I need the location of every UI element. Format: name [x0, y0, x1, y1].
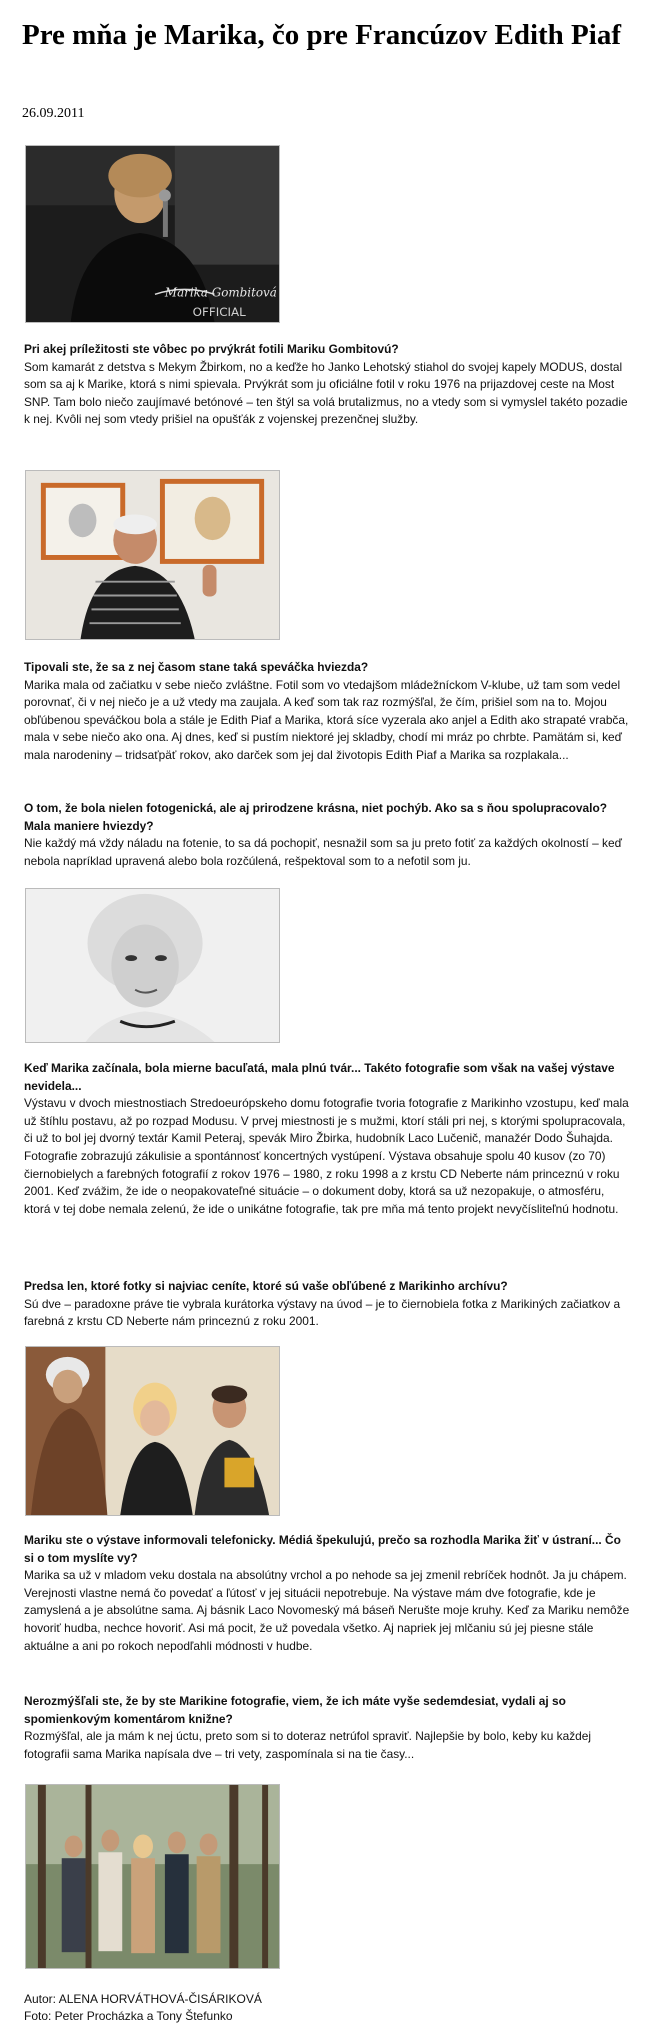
photo-band-forest	[25, 1784, 280, 1969]
article-credits	[24, 1991, 624, 2025]
answer-7: Rozmýšľal, ale ja mám k nej úctu, preto som si to doteraz netrúfol spraviť. Najlepšie by bolo, keby ku každej fotografii sama Marika napísala dve – tri vety, zaspomínala si na tie časy...	[24, 1729, 592, 1761]
answer-3: Nie každý má vždy náladu na fotenie, to sa dá pochopiť, nesnažil som sa ju preto fotiť za každých okolností – keď nebola napríklad upravená alebo bola rozčúlená, rešpektoval som to a nefotil som ju.	[24, 836, 622, 868]
article-title: Pre mňa je Marika, čo pre Francúzov Edith Piaf	[22, 19, 621, 51]
question-1: Pri akej príležitosti ste vôbec po prvýkrát fotili Mariku Gombitovú?	[24, 342, 399, 356]
question-6: Mariku ste o výstave informovali telefonicky. Médiá špekulujú, prečo sa rozhodla Marika žiť v ústraní... Čo si o tom myslíte vy?	[24, 1533, 621, 1565]
singer-microphone-image	[26, 146, 279, 322]
photo-photographer-exhibition	[25, 470, 280, 640]
photo-cd-launch	[25, 1346, 280, 1516]
qa-5	[24, 1278, 632, 1331]
answer-4: Výstavu v dvoch miestnostiach Stredoeurópskeho domu fotografie tvoria fotografie z Marikinho vzostupu, keď mala už štíhlu postavu, až po rozpad Modusu. V prvej miestnosti je s mužmi, ktorí stáli pri nej, s ktorými spolupracovala, či už to bol jej dvorný textár Kamil Peteraj, spevák Miro Žbirka, hudobník Laco Lučenič, manažér Dodo Šuhajda. Fotografie zobrazujú zákulisie a spontánnosť koncertných vystúpení. Výstava obsahuje spolu 40 kusov (zo 70) čiernobielych a farebných fotografií z rokov 1976 – 1980, z roku 1998 a z krstu CD Neberte nám princeznú v roku 2001. Keď zvážim, že ide o neopakovateľné situácie – o dokument doby, ktorá sa už nezopakuje, o atmosféru, ktorá v tej dobe nemala zelenú, že ide o unikátne fotografie, tak pre mňa má tento projekt nevyčísliteľnú hodnotu.	[24, 1096, 629, 1216]
qa-7	[24, 1693, 632, 1763]
question-7: Nerozmýšľali ste, že by ste Marikine fotografie, viem, že ich máte vyše sedemdesiat, vydali aj so spomienkovým komentárom knižne?	[24, 1694, 566, 1726]
answer-2: Marika mala od začiatku v sebe niečo zvláštne. Fotil som vo vtedajšom mládežníckom V-klube, už tam som vedel porovnať, či v nej niečo je a už vtedy ma zaujala. A keď som tak raz rozmýšľal, že čím, prišiel som na to. Mojou obľúbenou speváčkou bola a stále je Edith Piaf a Marika, ktorá síce vyzerala ako anjel a Edith ako strapaté vrabča, mala v sebe niečo ako ona. Aj dnes, keď si pustím niektoré jej skladby, chodí mi mráz po chrbte. Pamätám si, keď mala narodeniny – tridsaťpäť rokov, ako darček som jej dal životopis Edith Piaf a Marika sa rozplakala...	[24, 677, 629, 762]
qa-6	[24, 1532, 632, 1655]
answer-1: Som kamarát z detstva s Mekym Žbirkom, no a keďže ho Janko Lehotský stiahol do svojej kapely MODUS, dostal som sa aj k Marike, ktorá s nimi spievala. Prvýkrát som ju oficiálne fotil v roku 1976 na prijazdovej ceste na Most SNP. Tam bolo niečo zaujímavé betónové – ten štýl sa volá brutalizmus, no a vtedy som si vymyslel takéto pozadie k nej. Kvôli nej som vtedy prišiel na opušťák z vojenskej prezenčnej služby.	[24, 359, 628, 427]
qa-1	[24, 341, 632, 429]
photo-signature: Marika Gombitová	[164, 285, 277, 300]
photo-credit: Foto: Peter Procházka a Tony Štefunko	[24, 2009, 233, 2023]
photo-singer-microphone	[25, 145, 280, 323]
question-5: Predsa len, ktoré fotky si najviac ceníte, ktoré sú vaše obľúbené z Marikinho archívu?	[24, 1279, 508, 1293]
bw-portrait-image	[26, 889, 279, 1042]
author-credit: Autor: ALENA HORVÁTHOVÁ-ČISÁRIKOVÁ	[24, 1992, 262, 2006]
article-date: 26.09.2011	[22, 106, 85, 121]
photo-watermark: OFFICIAL	[192, 305, 246, 320]
question-2: Tipovali ste, že sa z nej časom stane taká speváčka hviezda?	[24, 660, 369, 674]
question-4: Keď Marika začínala, bola mierne bacuľatá, mala plnú tvár... Takéto fotografie som však na vašej výstave nevidela...	[24, 1061, 615, 1093]
answer-5: Sú dve – paradoxne práve tie vybrala kurátorka výstavy na úvod – je to čiernobiela fotka z Marikiných začiatkov a farebná z krstu CD Neberte nám princeznú z roku 2001.	[24, 1296, 621, 1329]
band-forest-image	[26, 1785, 279, 1968]
photo-bw-portrait	[25, 888, 280, 1043]
question-3: O tom, že bola nielen fotogenická, ale aj prirodzene krásna, niet pochýb. Ako sa s ňou spolupracovalo? Mala maniere hviezdy?	[24, 801, 607, 833]
cd-launch-image	[26, 1347, 279, 1515]
answer-6: Marika sa už v mladom veku dostala na absolútny vrchol a po nehode sa jej zmenil rebríček hodnôt. Ja ju chápem. Verejnosti vlastne nemá čo povedať a ľútosť v jej situácii nepotrebuje. Na výstave mám dve fotografie, kde je zamyslená a je absolútne sama. Aj básnik Laco Novomeský má báseň Nerušte moje kruhy. Keď za Mariku nemôže hovoriť hudba, nechce hovoriť. Asi má pocit, že už povedala všetko. Aj napriek jej mlčaniu sú jej piesne stále aktuálne a ani po rokoch nepodľahli módnosti v hudbe.	[24, 1568, 630, 1653]
qa-2	[24, 659, 632, 765]
photographer-exhibition-image	[26, 471, 279, 639]
qa-3	[24, 800, 632, 870]
qa-4	[24, 1060, 632, 1218]
